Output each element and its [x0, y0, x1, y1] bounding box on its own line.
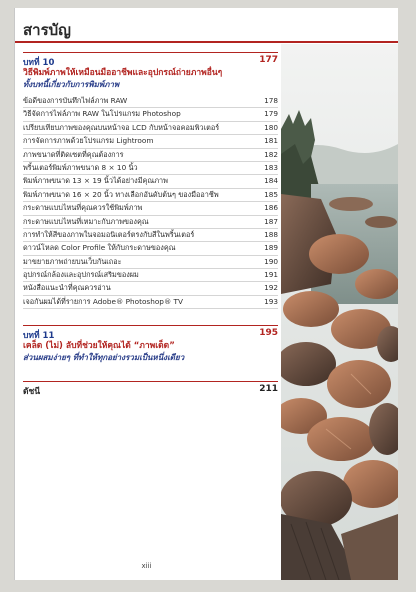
chapter-title: เคล็ด (ไม่) ลับที่ช่วยให้คุณได้ “ภาพเด็ด”	[23, 341, 175, 352]
entry-title: ภาพขนาดที่ติดเซตที่คุณต้องการ	[23, 149, 124, 159]
entry-title: พิมพ์ภาพขนาด 16 × 20 นิ้ว ทางเลือกอันดับต้นๆ ของมืออาชีพ	[23, 189, 219, 199]
entry-page: 182	[264, 149, 278, 159]
entry-page: 187	[264, 216, 278, 226]
shoreline-photo	[281, 44, 398, 580]
toc-entry	[23, 135, 278, 148]
chapter-rule	[23, 52, 278, 53]
entry-list	[15, 95, 278, 309]
entry-title: อุปกรณ์กล้องและอุปกรณ์เสริมของผม	[23, 270, 139, 280]
title-rule	[15, 41, 398, 43]
toc-entry	[23, 162, 278, 175]
index-page: 211	[259, 384, 278, 395]
entry-page: 186	[264, 203, 278, 213]
entry-title: กระดาษแบบไหนที่คุณควรใช้พิมพ์ภาพ	[23, 203, 143, 213]
entry-title: หนังสือแนะนำที่คุณควรอ่าน	[23, 283, 111, 293]
chapter-header	[23, 55, 278, 68]
chapter-subtitle: ทั้งบทนี้เกี่ยวกับการพิมพ์ภาพ	[23, 80, 120, 89]
index-label: ดัชนี	[23, 387, 41, 398]
entry-page: 190	[264, 256, 278, 266]
entry-page: 184	[264, 176, 278, 186]
index-rule	[23, 381, 278, 382]
chapter-rule	[23, 325, 278, 326]
toc-entry	[23, 216, 278, 229]
entry-title: พริ้นเตอร์พิมพ์ภาพขนาด 8 × 10 นิ้ว	[23, 162, 138, 172]
entry-title: กระดาษแบบไหนที่เหมาะกับภาพของคุณ	[23, 216, 149, 226]
entry-page: 193	[264, 296, 278, 306]
entry-title: มาขยายภาพถ่ายบนเว็บกันเถอะ	[23, 256, 122, 266]
page-title: สารบัญ	[23, 21, 71, 39]
toc-entry	[23, 242, 278, 255]
toc-entry	[23, 229, 278, 242]
entry-title: วิธีจัดการไฟล์ภาพ RAW ในโปรแกรม Photoshop	[23, 109, 181, 119]
chapter-page-number: 177	[259, 55, 278, 65]
toc-entry	[23, 95, 278, 108]
index-row	[23, 384, 278, 398]
chapter-title: วิธีพิมพ์ภาพให้เหมือนมืออาชีพและอุปกรณ์ถ่ายภาพอื่นๆ	[23, 68, 223, 78]
toc-entry	[23, 189, 278, 202]
chapter-subtitle: ส่วนผสมง่ายๆ ที่ทำให้ทุกอย่างรวมเป็นหนึ่งเดียว	[23, 353, 185, 363]
entry-title: เจอกันผมได้ที่รายการ Adobe® Photoshop® TV	[23, 296, 184, 306]
entry-page: 178	[264, 96, 278, 105]
book-page	[14, 8, 398, 580]
entry-title: การทำให้สีของภาพในจอมอนิเตอร์ตรงกับสีในพริ้นเตอร์	[23, 229, 195, 239]
page-number: xiii	[141, 562, 152, 570]
entry-page: 179	[264, 109, 278, 119]
toc-entry	[23, 256, 278, 269]
toc-entry	[23, 175, 278, 188]
entry-page: 188	[264, 229, 278, 239]
table-of-contents	[15, 52, 278, 398]
toc-entry	[23, 269, 278, 282]
chapter-label: บทที่ 10	[23, 58, 55, 68]
photo-illustration	[281, 44, 398, 580]
toc-entry	[23, 108, 278, 121]
entry-page: 191	[264, 270, 278, 280]
toc-entry	[23, 296, 278, 309]
toc-entry	[23, 122, 278, 135]
entry-title: พิมพ์ภาพขนาด 13 × 19 นิ้วได้อย่างมีคุณภาพ	[23, 176, 168, 186]
entry-title: เปรียบเทียบภาพของคุณบนหน้าจอ LCD กับหน้าจอคอมพิวเตอร์	[23, 122, 220, 132]
entry-page: 189	[264, 243, 278, 253]
toc-entry	[23, 282, 278, 295]
chapter-page-number: 195	[259, 328, 278, 339]
entry-title: การจัดการภาพด้วยโปรแกรม Lightroom	[23, 136, 154, 146]
entry-page: 180	[264, 122, 278, 132]
entry-title: ข้อดีของการบันทึกไฟล์ภาพ RAW	[23, 96, 128, 105]
toc-entry	[23, 149, 278, 162]
entry-page: 183	[264, 162, 278, 172]
chapter-header	[23, 328, 278, 341]
entry-page: 185	[264, 189, 278, 199]
entry-page: 192	[264, 283, 278, 293]
chapter-label: บทที่ 11	[23, 331, 55, 342]
entry-title: ดาวน์โหลด Color Profile ให้กับกระดาษของคุณ	[23, 243, 176, 253]
chapter-block	[15, 325, 278, 363]
toc-entry	[23, 202, 278, 215]
entry-page: 181	[264, 136, 278, 146]
